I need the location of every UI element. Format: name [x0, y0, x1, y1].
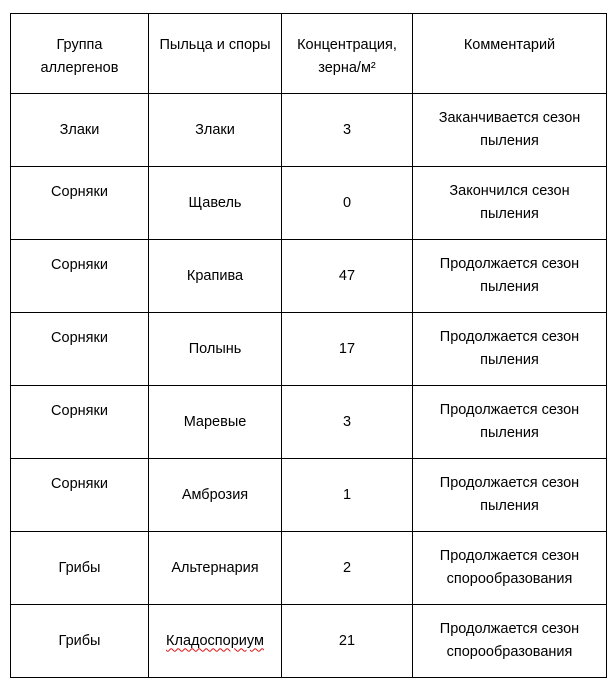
table-row	[11, 386, 607, 459]
cell-group: Сорняки	[11, 240, 149, 313]
cell-group: Злаки	[11, 94, 149, 167]
cell-concentration: 1	[282, 459, 413, 532]
cell-pollen: Злаки	[149, 94, 282, 167]
cell-concentration: 17	[282, 313, 413, 386]
table-row	[11, 167, 607, 240]
cell-comment: Продолжается сезон спорообразования	[413, 532, 607, 605]
table-row	[11, 459, 607, 532]
cell-group: Грибы	[11, 605, 149, 678]
cell-comment: Продолжается сезон пыления	[413, 386, 607, 459]
spellcheck-underlined-word[interactable]: Кладоспориум	[166, 632, 264, 649]
cell-pollen: Альтернария	[149, 532, 282, 605]
header-comment: Комментарий	[413, 14, 607, 94]
cell-concentration: 2	[282, 532, 413, 605]
header-concentration: Концентрация, зерна/м²	[282, 14, 413, 94]
table-row	[11, 532, 607, 605]
header-pollen-spores: Пыльца и споры	[149, 14, 282, 94]
table-row	[11, 313, 607, 386]
table-row	[11, 240, 607, 313]
cell-concentration: 21	[282, 605, 413, 678]
cell-pollen: Маревые	[149, 386, 282, 459]
table-row	[11, 605, 607, 678]
cell-concentration: 0	[282, 167, 413, 240]
cell-comment: Заканчивается сезон пыления	[413, 94, 607, 167]
cell-group: Сорняки	[11, 313, 149, 386]
cell-group: Сорняки	[11, 167, 149, 240]
cell-comment: Продолжается сезон пыления	[413, 240, 607, 313]
header-allergen-group: Группа аллергенов	[11, 14, 149, 94]
cell-pollen: Щавель	[149, 167, 282, 240]
cell-comment: Продолжается сезон пыления	[413, 313, 607, 386]
cell-pollen: Полынь	[149, 313, 282, 386]
cell-pollen: Амброзия	[149, 459, 282, 532]
cell-concentration: 47	[282, 240, 413, 313]
cell-concentration: 3	[282, 386, 413, 459]
table-row	[11, 94, 607, 167]
cell-group: Сорняки	[11, 459, 149, 532]
cell-group: Сорняки	[11, 386, 149, 459]
cell-comment: Закончился сезон пыления	[413, 167, 607, 240]
cell-pollen: Крапива	[149, 240, 282, 313]
cell-pollen	[149, 605, 282, 678]
cell-comment: Продолжается сезон пыления	[413, 459, 607, 532]
table-header-row	[11, 14, 607, 94]
cell-concentration: 3	[282, 94, 413, 167]
pollen-table	[10, 13, 607, 678]
cell-comment: Продолжается сезон спорообразования	[413, 605, 607, 678]
cell-group: Грибы	[11, 532, 149, 605]
